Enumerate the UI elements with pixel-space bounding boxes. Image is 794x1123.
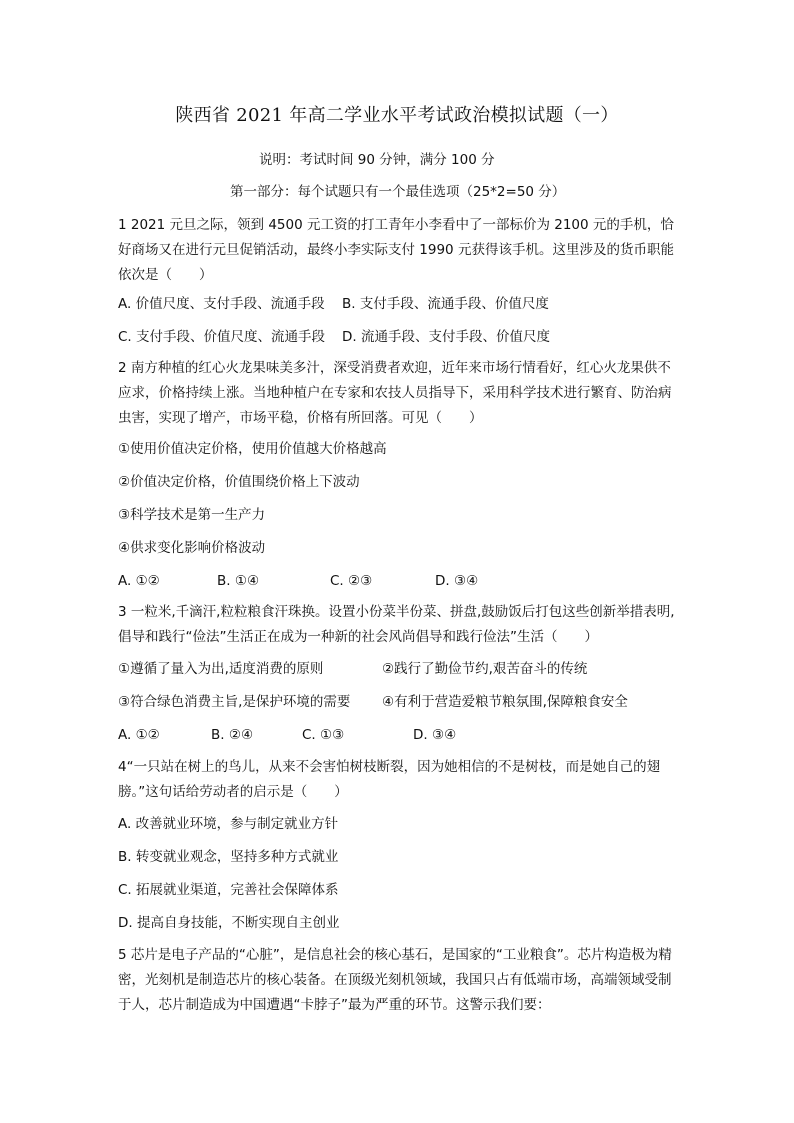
question-5-stem: 5 芯片是电子产品的“心脏”，是信息社会的核心基石，是国家的“工业粮食”。芯片构造极为精密，光刻机是制造芯片的核心装备。在顶级光刻机领域，我国只占有低端市场，高端领域受制于人，芯片制造成为中国遭遇“卡脖子”最为严重的环节。这警示我们要： (118, 947, 672, 1013)
question-1-option-a: A. 价值尺度、支付手段、流通手段 (118, 296, 325, 312)
question-2-item: ④供求变化影响价格波动 (118, 540, 266, 556)
question-4-option-c: C. 拓展就业渠道，完善社会保障体系 (118, 882, 339, 898)
question-2-option-b: B. ①④ (217, 573, 260, 589)
question-2-option-a: A. ①② (118, 573, 160, 589)
question-4-stem: 4“一只站在树上的鸟儿，从来不会害怕树枝断裂，因为她相信的不是树枝，而是她自己的翅膀。”这句话给劳动者的启示是（ ） (118, 759, 661, 800)
exam-note: 说明：考试时间 90 分钟，满分 100 分 (259, 152, 495, 168)
question-2-item: ①使用价值决定价格，使用价值越大价格越高 (118, 441, 387, 457)
question-3-item-1: ①遵循了量入为出,适度消费的原则 (118, 661, 324, 677)
question-2-option-d: D. ③④ (435, 573, 479, 589)
question-1-stem: 1 2021 元旦之际，领到 4500 元工资的打工青年小李看中了一部标价为 2100 元的手机，恰好商场又在进行元旦促销活动，最终小李实际支付 1990 元获得该手机。这里涉及的货币职能依次是（ ） (118, 217, 674, 283)
question-3-item-3: ③符合绿色消费主旨,是保护环境的需要 (118, 694, 351, 710)
part-heading: 第一部分：每个试题只有一个最佳选项（25*2=50 分） (230, 184, 566, 200)
question-4-option-b: B. 转变就业观念，坚持多种方式就业 (118, 849, 339, 865)
question-3-option-b: B. ②④ (211, 727, 254, 743)
question-2-item: ②价值决定价格，价值围绕价格上下波动 (118, 474, 360, 490)
question-4-option-a: A. 改善就业环境，参与制定就业方针 (118, 816, 339, 832)
question-3-stem: 3 一粒米,千滴汗,粒粒粮食汗珠换。设置小份菜半份菜、拼盘,鼓励饭后打包这些创新举措表明,倡导和践行“俭法”生活正在成为一种新的社会风尚倡导和践行俭法”生活（ ） (118, 604, 675, 645)
question-2-option-c: C. ②③ (330, 573, 373, 589)
question-2-stem: 2 南方种植的红心火龙果味美多汁，深受消费者欢迎，近年来市场行情看好，红心火龙果供不应求，价格持续上涨。当地种植户在专家和农技人员指导下，采用科学技术进行繁育、防治病虫害，实现了增产，市场平稳，价格有所回落。可见（ ） (118, 360, 672, 426)
question-3-option-d: D. ③④ (413, 727, 457, 743)
question-3-item-2: ②践行了勤俭节约,艰苦奋斗的传统 (382, 661, 588, 677)
question-1-option-c: C. 支付手段、价值尺度、流通手段 (118, 329, 326, 345)
question-3-item-4: ④有利于营造爱粮节粮氛围,保障粮食安全 (382, 694, 628, 710)
question-2-item: ③科学技术是第一生产力 (118, 507, 266, 523)
question-1-option-d: D. 流通手段、支付手段、价值尺度 (342, 329, 550, 345)
question-1-option-b: B. 支付手段、流通手段、价值尺度 (342, 296, 549, 312)
question-4-option-d: D. 提高自身技能，不断实现自主创业 (118, 915, 340, 931)
question-3-option-c: C. ①③ (302, 727, 345, 743)
exam-title: 陕西省 2021 年高二学业水平考试政治模拟试题（一） (175, 105, 619, 126)
question-3-option-a: A. ①② (118, 727, 160, 743)
